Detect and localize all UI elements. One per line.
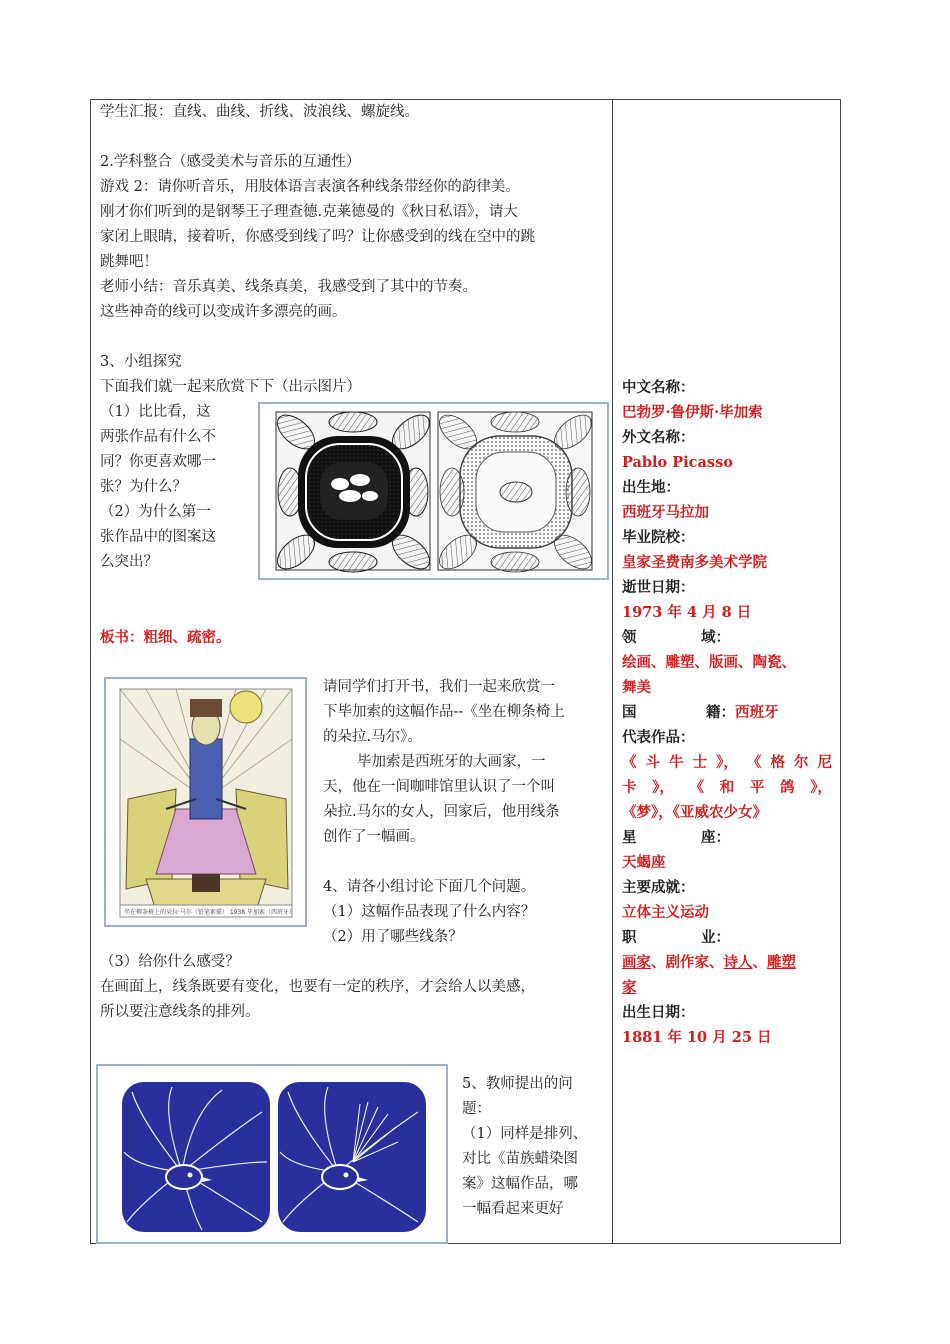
works-token: 》，: [652, 779, 674, 796]
link-painter[interactable]: 画家: [622, 954, 651, 971]
label-death-date: 逝世日期：: [622, 579, 695, 596]
text-open-book-1: 请同学们打开书，我们一起来欣赏一: [323, 679, 555, 695]
label-achievement: 主要成就：: [622, 879, 695, 896]
text-picasso-story-4: 创作了一幅画。: [323, 829, 425, 845]
text-section-5-a: 5、教师提出的问: [462, 1076, 573, 1092]
works-token: 《: [622, 754, 637, 771]
works-token: 尔: [793, 754, 809, 771]
flower-drawings-image: [260, 404, 607, 578]
text-music-line-3: 跳舞吧！: [100, 254, 158, 270]
value-field-1: 绘画、雕塑、版画、陶瓷、: [622, 654, 796, 671]
label-occupation: [622, 925, 730, 950]
text-question-1c: 同？你更喜欢哪一: [100, 454, 216, 470]
value-field-2: 舞美: [622, 679, 651, 696]
row-nationality: [622, 700, 779, 726]
batik-bird-image: [98, 1066, 446, 1242]
label-works: 代表作品：: [622, 729, 695, 746]
text-section-3-title: 3、小组探究: [100, 354, 182, 370]
text-picasso-story-1: 毕加索是西班牙的大画家，一: [357, 754, 546, 770]
label-star-sign-a: 星: [622, 829, 637, 846]
text-section-4-q2: （2）用了哪些线条？: [323, 929, 463, 945]
text-teacher-summary: 老师小结：音乐真美、线条真美，我感受到了其中的节奏。: [100, 279, 477, 295]
painting-caption: 坐在柳条椅上的朵拉·马尔（铅笔素描） 1938 毕加索（西班牙）: [124, 909, 295, 916]
works-token: 卡: [622, 779, 637, 796]
text-question-1d: 张？为什么？: [100, 479, 187, 495]
text-question-1a: （1）比比看，这: [100, 404, 211, 420]
text-music-line-1: 刚才你们听到的是钢琴王子理查德.克莱德曼的《秋日私语》，请大: [100, 204, 518, 220]
text-open-book-2: 下毕加索的这幅作品--《坐在柳条椅上: [323, 704, 565, 720]
text-section-4-q3: （3）给你什么感受？: [100, 954, 240, 970]
text-magic-lines: 这些神奇的线可以变成许多漂亮的画。: [100, 304, 347, 320]
separator: 、: [752, 954, 767, 971]
label-foreign-name: 外文名称：: [622, 429, 695, 446]
works-token: 斗: [645, 754, 661, 771]
label-star-sign-b: 座：: [701, 829, 730, 846]
value-works-2: [622, 775, 832, 800]
value-chinese-name: 巴勃罗·鲁伊斯·毕加索: [622, 404, 763, 421]
value-star-sign: 天蝎座: [622, 854, 666, 871]
label-birthplace: 出生地：: [622, 479, 680, 496]
text-section-5-b: 题：: [462, 1101, 491, 1117]
batik-bird-image-frame: [96, 1064, 448, 1244]
value-school: 皇家圣费南多美术学院: [622, 554, 767, 571]
text-section-4-q1: （1）这幅作品表现了什么内容？: [323, 904, 536, 920]
label-nationality-b: 籍：: [706, 704, 735, 721]
works-token: 士: [692, 754, 708, 771]
text-music-line-2: 家闭上眼睛，接着听，你感受到线了吗？让你感受到的线在空中的跳: [100, 229, 535, 245]
label-chinese-name: 中文名称：: [622, 379, 695, 396]
text-section-4-title: 4、请各小组讨论下面几个问题。: [323, 879, 536, 895]
separator: 、: [651, 954, 666, 971]
separator: 、: [709, 954, 724, 971]
value-achievement: 立体主义运动: [622, 904, 709, 921]
text-game-2: 游戏 2：请你听音乐，用肢体语言表演各种线条带经你的韵律美。: [100, 179, 520, 195]
value-birth-date: 1881 年 10 月 25 日: [622, 1029, 772, 1046]
works-token: 鸽: [780, 779, 795, 796]
picasso-dora-maar-image-frame: [104, 677, 307, 927]
label-star-sign: [622, 825, 730, 850]
works-token: 《: [689, 779, 705, 796]
text-picasso-story-2: 天，他在一间咖啡馆里认识了一个叫: [323, 779, 555, 795]
works-token: 和: [719, 779, 735, 796]
link-sculptor[interactable]: 雕塑: [767, 954, 796, 971]
link-poet[interactable]: 诗人: [723, 954, 753, 971]
text-question-2b: 张作品中的图案这: [100, 529, 216, 545]
text-show-pictures: 下面我们就一起来欣赏下下（出示图片）: [100, 379, 361, 395]
text-conclusion-1: 在画面上，线条既要有变化，也要有一定的秩序，才会给人以美感，: [100, 979, 535, 995]
works-token: 格: [770, 754, 785, 771]
picasso-dora-maar-image: [106, 679, 305, 925]
text-student-report: 学生汇报：直线、曲线、折线、波浪线、螺旋线。: [100, 104, 419, 120]
works-token: 尼: [817, 754, 832, 771]
text-section-5-e: 案》这幅作品，哪: [462, 1176, 578, 1192]
value-death-date: 1973 年 4 月 8 日: [622, 604, 752, 621]
text-question-2a: （2）为什么第一: [100, 504, 211, 520]
board-notes: 板书：粗细、疏密。: [100, 629, 231, 646]
text-section-2-title: 2.学科整合（感受美术与音乐的互通性）: [100, 154, 361, 170]
value-foreign-name: Pablo Picasso: [622, 454, 733, 471]
works-token: 》，: [810, 779, 832, 796]
label-occupation-b: 业：: [701, 929, 730, 946]
text-question-2c: 么突出？: [100, 554, 158, 570]
label-field: [622, 625, 730, 650]
text-open-book-3: 的朵拉.马尔》。: [323, 729, 422, 745]
label-nationality-a: 国: [622, 704, 637, 721]
text-conclusion-2: 所以要注意线条的排列。: [100, 1004, 260, 1020]
value-works-3: 《梦》，《亚威农少女》: [622, 804, 767, 821]
works-token: 牛: [669, 754, 684, 771]
flower-drawings-image-frame: [258, 402, 609, 580]
text-playwright: 剧作家: [665, 954, 709, 971]
label-field-a: 领: [622, 629, 637, 646]
text-picasso-story-3: 朵拉.马尔的女人，回家后，他用线条: [323, 804, 560, 820]
table-column-divider: [612, 99, 613, 1244]
label-school: 毕业院校：: [622, 529, 695, 546]
works-token: 》，: [716, 754, 738, 771]
value-occupation-2: [622, 975, 637, 1000]
works-token: 平: [749, 779, 765, 796]
works-token: 《: [746, 754, 762, 771]
value-nationality: 西班牙: [735, 704, 779, 721]
link-sculptor-cont[interactable]: 家: [622, 979, 637, 996]
text-section-5-c: （1）同样是排列、: [462, 1126, 588, 1142]
value-works-1: [622, 750, 832, 775]
text-question-1b: 两张作品有什么不: [100, 429, 216, 445]
value-birthplace: 西班牙马拉加: [622, 504, 709, 521]
text-section-5-f: 一幅看起来更好: [462, 1201, 564, 1217]
label-occupation-a: 职: [622, 929, 637, 946]
value-occupation-1: [622, 950, 796, 975]
label-birth-date: 出生日期：: [622, 1004, 695, 1021]
text-section-5-d: 对比《苗族蜡染图: [462, 1151, 578, 1167]
label-field-b: 域：: [701, 629, 730, 646]
